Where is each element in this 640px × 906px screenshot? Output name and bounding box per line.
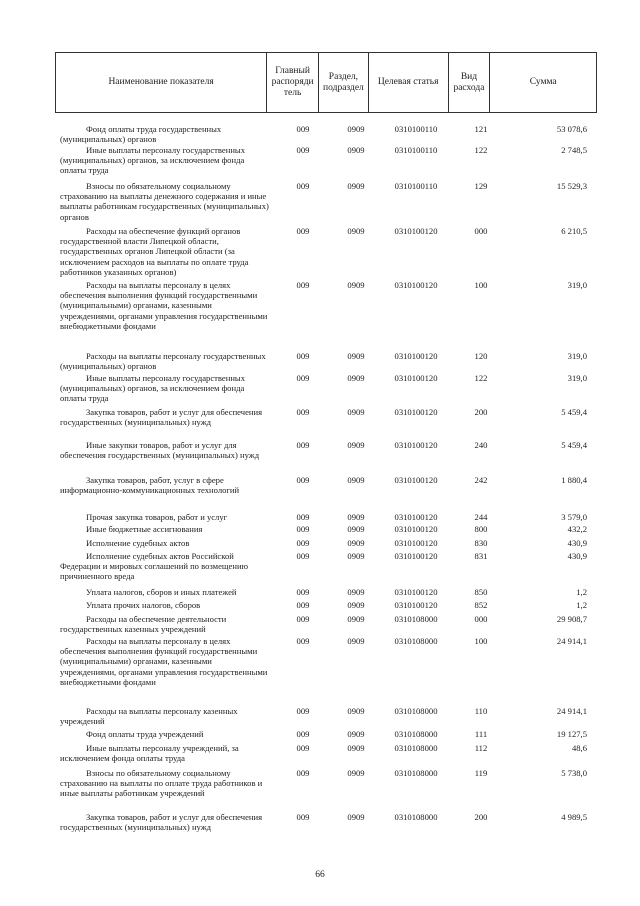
kind-cell: 244: [474, 512, 488, 522]
section-cell: 0909: [347, 512, 365, 522]
section-cell: 0909: [347, 524, 365, 534]
sum-cell: 6 210,5: [561, 226, 587, 236]
kind-cell: 121: [474, 124, 488, 134]
row-name: Фонд оплаты труда государственных (муниципальных) органов: [60, 124, 222, 145]
admin-cell: 009: [296, 145, 310, 155]
target-cell: 0310108000: [394, 729, 438, 739]
target-cell: 0310100120: [394, 524, 438, 534]
admin-cell: 009: [296, 706, 310, 716]
row-name: Закупка товаров, работ и услуг для обеспечения государственных (муниципальных) нужд: [60, 812, 263, 833]
sum-cell: 29 908,7: [556, 614, 587, 624]
kind-cell: 850: [474, 587, 488, 597]
section-cell: 0909: [347, 636, 365, 646]
sum-cell: 319,0: [567, 280, 587, 290]
row-name: Уплата налогов, сборов и иных платежей: [86, 587, 237, 597]
target-cell: 0310100120: [394, 226, 438, 236]
row-name: Исполнение судебных актов: [86, 538, 190, 548]
kind-cell: 800: [474, 524, 488, 534]
admin-cell: 009: [296, 812, 310, 822]
admin-cell: 009: [296, 743, 310, 753]
row-name: Иные бюджетные ассигнования: [86, 524, 203, 534]
section-cell: 0909: [347, 614, 365, 624]
header-sum: Сумма: [529, 77, 557, 87]
row-name: Исполнение судебных актов Российской Федерации и мировых соглашений по возмещению причиненного вреда: [60, 551, 248, 582]
kind-cell: 000: [474, 614, 488, 624]
kind-cell: 830: [474, 538, 488, 548]
row-name: Взносы по обязательному социальному страхованию на выплаты денежного содержания и иные выплаты работникам государственных (муниципальных) органов: [60, 181, 269, 222]
admin-cell: 009: [296, 587, 310, 597]
row-name: Расходы на выплаты персоналу государственных (муниципальных) органов: [60, 351, 266, 372]
target-cell: 0310100120: [394, 600, 438, 610]
row-name: Прочая закупка товаров, работ и услуг: [86, 512, 228, 522]
admin-cell: 009: [296, 124, 310, 134]
admin-cell: 009: [296, 373, 310, 383]
header-kind: Вид расхода: [449, 53, 491, 112]
sum-cell: 48,6: [571, 743, 587, 753]
admin-cell: 009: [296, 226, 310, 236]
kind-cell: 240: [474, 440, 488, 450]
admin-cell: 009: [296, 181, 310, 191]
section-cell: 0909: [347, 226, 365, 236]
page-number: 66: [315, 870, 325, 880]
row-name: Расходы на выплаты персоналу в целях обеспечения выполнения функций государственными (муниципальными) органами, казенными учреждениями, органами управления государственными внебюджетными фондами: [60, 280, 268, 331]
target-cell: 0310100120: [394, 538, 438, 548]
target-cell: 0310100120: [394, 551, 438, 561]
row-name: Уплата прочих налогов, сборов: [86, 600, 201, 610]
kind-cell: 200: [474, 407, 488, 417]
section-cell: 0909: [347, 373, 365, 383]
kind-cell: 122: [474, 373, 488, 383]
row-name: Взносы по обязательному социальному страхованию на выплаты по оплате труда работников и иные выплаты работникам учреждений: [60, 768, 263, 799]
target-cell: 0310100110: [394, 124, 438, 134]
kind-cell: 119: [474, 768, 488, 778]
row-name: Иные закупки товаров, работ и услуг для обеспечения государственных (муниципальных) нужд: [60, 440, 260, 461]
target-cell: 0310108000: [394, 743, 438, 753]
section-cell: 0909: [347, 812, 365, 822]
kind-cell: 122: [474, 145, 488, 155]
sum-cell: 432,2: [567, 524, 587, 534]
header-admin: Главный распоряди тель: [267, 53, 319, 112]
header-target: Целевая статья: [369, 53, 449, 112]
section-cell: 0909: [347, 706, 365, 716]
target-cell: 0310108000: [394, 768, 438, 778]
sum-cell: 5 738,0: [561, 768, 587, 778]
row-name: Расходы на обеспечение функций органов государственной власти Липецкой области, государственных органов Липецкой области (за исключением расходов на выплаты по оплате труда работников указанных органов): [60, 226, 249, 277]
section-cell: 0909: [347, 538, 365, 548]
kind-cell: 120: [474, 351, 488, 361]
kind-cell: 100: [474, 636, 488, 646]
sum-cell: 24 914,1: [556, 706, 587, 716]
kind-cell: 000: [474, 226, 488, 236]
target-cell: 0310108000: [394, 812, 438, 822]
section-cell: 0909: [347, 124, 365, 134]
sum-cell: 1,2: [576, 600, 587, 610]
target-cell: 0310100120: [394, 351, 438, 361]
sum-cell: 430,9: [567, 551, 587, 561]
sum-cell: 430,9: [567, 538, 587, 548]
section-cell: 0909: [347, 145, 365, 155]
section-cell: 0909: [347, 587, 365, 597]
section-cell: 0909: [347, 181, 365, 191]
target-cell: 0310100120: [394, 407, 438, 417]
admin-cell: 009: [296, 729, 310, 739]
row-name: Закупка товаров, работ, услуг в сфере информационно-коммуникационных технологий: [60, 475, 240, 496]
kind-cell: 110: [474, 706, 488, 716]
sum-cell: 4 989,5: [561, 812, 587, 822]
sum-cell: 3 579,0: [561, 512, 587, 522]
sum-cell: 2 748,5: [561, 145, 587, 155]
target-cell: 0310100110: [394, 181, 438, 191]
admin-cell: 009: [296, 551, 310, 561]
kind-cell: 129: [474, 181, 488, 191]
admin-cell: 009: [296, 280, 310, 290]
section-cell: 0909: [347, 475, 365, 485]
target-cell: 0310100120: [394, 512, 438, 522]
target-cell: 0310108000: [394, 636, 438, 646]
admin-cell: 009: [296, 351, 310, 361]
admin-cell: 009: [296, 475, 310, 485]
admin-cell: 009: [296, 614, 310, 624]
sum-cell: 1,2: [576, 587, 587, 597]
row-name: Расходы на выплаты персоналу в целях обеспечения выполнения функций государственными (муниципальными) органами, казенными учреждениями, органами управления государственными внебюджетными фондами: [60, 636, 268, 687]
section-cell: 0909: [347, 280, 365, 290]
row-name: Закупка товаров, работ и услуг для обеспечения государственных (муниципальных) нужд: [60, 407, 263, 428]
sum-cell: 5 459,4: [561, 407, 587, 417]
section-cell: 0909: [347, 600, 365, 610]
kind-cell: 200: [474, 812, 488, 822]
admin-cell: 009: [296, 440, 310, 450]
target-cell: 0310100120: [394, 440, 438, 450]
table-header: [55, 52, 597, 113]
sum-cell: 24 914,1: [556, 636, 587, 646]
section-cell: 0909: [347, 351, 365, 361]
kind-cell: 852: [474, 600, 488, 610]
section-cell: 0909: [347, 743, 365, 753]
sum-cell: 1 880,4: [561, 475, 587, 485]
admin-cell: 009: [296, 512, 310, 522]
sum-cell: 319,0: [567, 373, 587, 383]
kind-cell: 831: [474, 551, 488, 561]
row-name: Иные выплаты персоналу государственных (муниципальных) органов, за исключением фонда оплаты труда: [60, 145, 245, 176]
row-name: Иные выплаты персоналу государственных (муниципальных) органов, за исключением фонда оплаты труда: [60, 373, 245, 404]
target-cell: 0310108000: [394, 614, 438, 624]
row-name: Иные выплаты персоналу учреждений, за исключением фонда оплаты труда: [60, 743, 239, 764]
sum-cell: 15 529,3: [556, 181, 587, 191]
row-name: Фонд оплаты труда учреждений: [86, 729, 204, 739]
section-cell: 0909: [347, 407, 365, 417]
target-cell: 0310100120: [394, 373, 438, 383]
sum-cell: 319,0: [567, 351, 587, 361]
section-cell: 0909: [347, 551, 365, 561]
sum-cell: 5 459,4: [561, 440, 587, 450]
admin-cell: 009: [296, 524, 310, 534]
target-cell: 0310108000: [394, 706, 438, 716]
target-cell: 0310100120: [394, 280, 438, 290]
kind-cell: 242: [474, 475, 488, 485]
header-section: Раздел, подраздел: [319, 53, 369, 112]
kind-cell: 111: [474, 729, 488, 739]
kind-cell: 112: [474, 743, 488, 753]
target-cell: 0310100110: [394, 145, 438, 155]
admin-cell: 009: [296, 538, 310, 548]
section-cell: 0909: [347, 729, 365, 739]
row-name: Расходы на обеспечение деятельности государственных казенных учреждений: [60, 614, 227, 635]
sum-cell: 53 078,6: [556, 124, 587, 134]
section-cell: 0909: [347, 440, 365, 450]
section-cell: 0909: [347, 768, 365, 778]
sum-cell: 19 127,5: [556, 729, 587, 739]
target-cell: 0310100120: [394, 587, 438, 597]
kind-cell: 100: [474, 280, 488, 290]
admin-cell: 009: [296, 600, 310, 610]
admin-cell: 009: [296, 768, 310, 778]
admin-cell: 009: [296, 407, 310, 417]
target-cell: 0310100120: [394, 475, 438, 485]
row-name: Расходы на выплаты персоналу казенных учреждений: [60, 706, 238, 727]
admin-cell: 009: [296, 636, 310, 646]
header-name: Наименование показателя: [56, 53, 267, 112]
